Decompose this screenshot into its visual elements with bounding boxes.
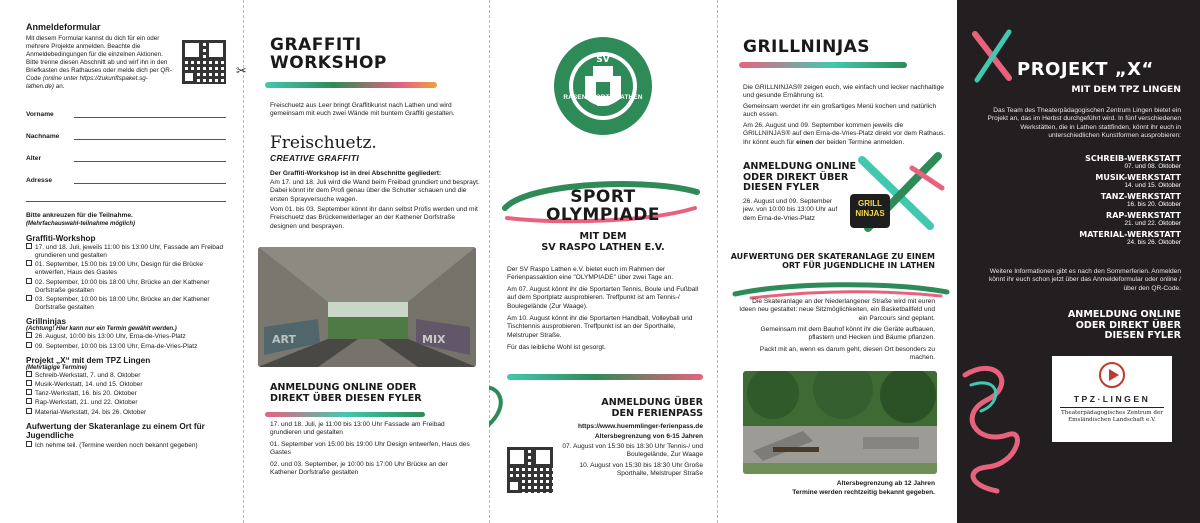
label-alter: Alter (26, 155, 42, 162)
projekt-outro: Weitere Informationen gibt es nach den Sommerferien. Anmelden könnt ihr euch schon jetzt über das Anmeldeformular oder online / über den QR-Code. (988, 268, 1181, 292)
qr-code-icon[interactable] (507, 447, 553, 493)
grill-title: GRILLNINJAS (743, 37, 871, 57)
graffiti-reg-item-3: 02. und 03. September, je 10:00 bis 17:00 Uhr Brücke an der Kathener Dorfstraße gestalten (270, 461, 448, 477)
grill-p1: Die GRILLNINJAS® zeigen euch, wie einfach und lecker nachhaltige und gesunde Ernährung ist. (743, 84, 944, 100)
sport-reg-url[interactable]: https://www.huemmlinger-ferienpass.de (577, 423, 703, 430)
sport-subtitle: MIT DEM SV RASPO LATHEN E.V. (541, 231, 665, 253)
adresse-field-line-2[interactable] (26, 193, 226, 202)
grill-panel (717, 0, 957, 523)
x-doodle (969, 28, 1015, 84)
projekt-reg-title: ANMELDUNG ONLINE ODER DIREKT ÜBER DIESEN FYLER (1067, 309, 1181, 342)
form-checkbox-item[interactable]: 17. und 18. Juli, jeweils 11:00 bis 13:00 Uhr, Fassade am Freibad grundieren und gestalten (26, 243, 227, 260)
skate-p1: Die Skateranlage an der Niederlangener Straße wird mit euren Ideen neu gestaltet: neue Sitzmöglichkeiten, ein Basketballfeld und ein Parcours sind geplant. (739, 298, 935, 322)
projekt-subtitle: MIT DEM TPZ LINGEN (1071, 84, 1181, 95)
form-checkbox-item[interactable]: 26. August, 10:00 bis 13:00 Uhr, Erna-de-Vries-Platz (26, 332, 227, 341)
check-note: (Mehrfachauswahl-teilnahme möglich) (26, 221, 136, 228)
skate-title: AUFWERTUNG DER SKATERANLAGE ZU EINEM ORT FÜR JUGENDLICHE IN LATHEN (730, 252, 935, 271)
tpz-logo (1052, 356, 1172, 442)
projekt-intro: Das Team des Theaterpädagogischen Zentrum Lingen bietet ein Projekt an, das im Herbst durchgeführt wird. In fünf verschiedenen Werkstätten, die in Lathen stattfinden, könnt ihr euch in unterschiedlichen Kunstformen ausprobieren: (987, 107, 1181, 140)
scissors-icon: ✂ (236, 63, 247, 78)
workshop-item: MATERIAL-WERKSTATT 24. bis 26. Oktober (1079, 230, 1181, 246)
brush-stroke (739, 62, 907, 68)
sport-reg-item-2: 10. August von 15:30 bis 18:30 Uhr Große Sporthalle, Melstruper Straße (579, 462, 703, 478)
graffiti-title: GRAFFITI WORKSHOP (270, 35, 387, 73)
freischuetz-logo: Freischuetz. (270, 133, 377, 153)
brush-stroke (265, 412, 425, 417)
form-checkbox-item[interactable]: Tanz-Werkstatt, 16. bis 20. Oktober (26, 389, 227, 398)
form-projekt-title: Projekt „X“ mit dem TPZ Lingen (26, 355, 151, 365)
svg-text:ART: ART (272, 333, 296, 346)
graffiti-reg-title: ANMELDUNG ONLINE ODER DIREKT ÜBER DIESEN FYLER (270, 382, 422, 404)
form-grill-note: (Achtung! Hier kann nur ein Termin gewählt werden.) (26, 326, 177, 333)
projekt-title: PROJEKT „X“ (1017, 59, 1154, 80)
graffiti-panel (243, 0, 489, 523)
form-checkbox-item[interactable]: 01. September, 15:00 bis 19:00 Uhr, Design für die Brücke entwerfen, Haus des Gastes (26, 260, 227, 277)
sport-p1: Der SV Raspo Lathen e.V. bietet euch im Rahmen der Ferienpassaktion eine "OLYMPIADE" über zwei Tage an. (507, 266, 674, 282)
tpz-name: TPZ·LINGEN (1073, 394, 1151, 404)
graffiti-reg-item-1: 17. und 18. Juli, je 11:00 bis 13:00 Uhr Fassade am Freibad grundieren und gestalten (270, 421, 445, 437)
grill-p3: Am 26. August und 09. September kommen jeweils die GRILLNINJAS® auf den Erna-de-Vries-Platz direkt vor dem Rathaus. Ihr könnt euch für einen der beiden Termine anmelden. (743, 122, 946, 146)
form-checkbox-item[interactable]: Material-Werkstatt, 24. bis 26. Oktober (26, 408, 227, 417)
workshop-item: MUSIK-WERKSTATT 14. und 15. Oktober (1095, 173, 1181, 189)
graffiti-steps-b: Vom 01. bis 03. September könnt ihr dann selbst Profis werden und mit Freischuetz das Brückenwiderlager an der Kathener Dorfstraße designen und besprayen. (270, 206, 478, 230)
brush-stroke (265, 82, 437, 88)
sv-raspo-logo (553, 36, 653, 136)
play-triangle-icon (1099, 362, 1125, 388)
check-title: Bitte ankreuzen für die Teilnahme. (26, 212, 133, 219)
sport-reg-title: ANMELDUNG ÜBER DEN FERIENPASS (601, 397, 703, 419)
tpz-full: Theaterpädagogisches Zentrum der Emsländischen Landschaft e.V. (1060, 407, 1164, 423)
label-vorname: Vorname (26, 111, 54, 118)
vorname-field[interactable] (74, 109, 226, 118)
personal-fields (26, 109, 226, 202)
form-checkbox-item[interactable]: Ich nehme teil. (Termine werden noch bekannt gegeben) (26, 441, 227, 450)
sport-title: SPORT OLYMPIADE (545, 187, 661, 225)
form-skate-title: Aufwertung der Skateranlage zu einem Ort für Jugendliche (26, 421, 205, 441)
form-checkbox-item[interactable]: Rap-Werkstatt, 21. und 22. Oktober (26, 398, 227, 407)
skatepark-photo (743, 371, 937, 474)
skate-p2: Gemeinsam mit dem Bauhof könnt ihr die Geräte aufbauen, pflastern und Hecken und Bäume pflanzen. (760, 326, 935, 342)
skate-p3: Packt mit an, wenn es darum geht, diesen Ort besonders zu machen. (759, 346, 935, 362)
form-checkbox-item[interactable]: 03. September, 10:00 bis 18:00 Uhr, Brücke an der Kathener Dorfstraße gestalten (26, 295, 227, 312)
form-checkbox-item[interactable]: 02. September, 10:00 bis 18:00 Uhr, Brücke an der Kathener Dorfstraße gestalten (26, 278, 227, 295)
form-graffiti-title: Graffiti-Workshop (26, 233, 96, 243)
registration-form-panel (0, 0, 243, 523)
sv-logo-text: SV (596, 55, 610, 65)
adresse-field[interactable] (74, 175, 226, 184)
graffiti-intro: Freischuetz aus Leer bringt Graffitikunst nach Lathen und wird gemeinsam mit euch zwei Wände mit buntem Graffiti gestalten. (270, 102, 455, 118)
freischuetz-tagline: CREATIVE GRAFFITI (270, 153, 359, 163)
form-projekt-note: (Mehrtägige Termine) (26, 364, 87, 371)
brush-swoosh (731, 280, 951, 300)
grill-reg-text: 26. August und 09. September jew. von 10:00 bis 13:00 Uhr auf dem Erna-de-Vries-Platz (743, 198, 838, 222)
workshop-item: TANZ-WERKSTATT 16. bis 20. Oktober (1100, 192, 1181, 208)
nachname-field[interactable] (74, 131, 226, 140)
sport-p3: Am 10. August könnt ihr die Sportarten Handball, Volleyball und Tischtennis ausprobieren. Treffpunkt ist an der Sporthalle, Melstruper Straße. (507, 315, 693, 339)
form-checkbox-item[interactable]: Schreib-Werkstatt, 7. und 8. Oktober (26, 371, 227, 380)
sv-logo-ring-text: RASENSPORT · LATHEN E.V. (563, 94, 643, 108)
workshop-list (977, 154, 1181, 249)
workshop-item: SCHREIB-WERKSTATT 07. und 08. Oktober (1085, 154, 1181, 170)
grillninjas-logo: GRILL NINJAS (850, 194, 890, 228)
workshop-item: RAP-WERKSTATT 21. und 22. Oktober (1106, 211, 1181, 227)
graffiti-steps-a: Am 17. und 18. Juli wird die Wand beim Freibad grundiert und besprayt. Dabei könnt ihr dem Profi genau über die Schulter schauen und die ersten Sprayversuche wagen. (270, 179, 480, 203)
sport-p4: Für das leibliche Wohl ist gesorgt. (507, 344, 606, 351)
sport-reg-item-1: 07. August von 15:30 bis 18:30 Uhr Tennis-/ und Boulegelände, Zur Waage (562, 443, 703, 459)
form-title: Anmeldeformular (26, 22, 101, 32)
svg-text:MIX: MIX (422, 333, 446, 346)
form-checkbox-item[interactable]: 09. September, 10:00 bis 13:00 Uhr, Erna-de-Vries-Platz (26, 342, 227, 351)
sport-reg-age: Altersbegrenzung von 6-15 Jahren (594, 433, 703, 440)
alter-field[interactable] (74, 153, 226, 162)
heart-doodle-icon (489, 380, 507, 440)
grill-reg-title: ANMELDUNG ONLINE ODER DIREKT ÜBER DIESEN FYLER (743, 161, 857, 194)
form-grill-title: Grillninjas (26, 317, 67, 327)
brush-stroke (507, 374, 703, 380)
spiral-doodle (957, 355, 1027, 495)
tunnel-photo (258, 247, 476, 367)
qr-code-icon[interactable] (182, 40, 226, 84)
graffiti-steps-title: Der Graffiti-Workshop ist in drei Abschnitte gegliedert: (270, 170, 442, 177)
grill-p2: Gemeinsam werdet ihr ein großartiges Menü kochen und natürlich auch essen. (743, 103, 937, 119)
label-adresse: Adresse (26, 177, 53, 184)
skate-note: Termine werden rechtzeitig bekannt gegeben. (792, 489, 935, 496)
graffiti-reg-item-2: 01. September von 15:00 bis 19:00 Uhr Design entwerfen, Haus des Gastes (270, 441, 470, 457)
sport-panel (489, 0, 717, 523)
form-graffiti-list (26, 243, 227, 313)
projekt-x-panel (957, 0, 1200, 523)
form-intro: Mit diesem Formular kannst du dich für ein oder mehrere Projekte anmelden. Beachte die Anmeldebedingungen für die einzelnen Aktionen. Bitte trenne diesen Abschnitt ab und wirf ihn in den Briefkasten des Rathauses oder melde dich per QR-Code (online unter https://zukunftspaket.sg-lathen.de) an. (26, 35, 172, 90)
form-checkbox-item[interactable]: Musik-Werkstatt, 14. und 15. Oktober (26, 380, 227, 389)
skate-age: Altersbegrenzung ab 12 Jahren (836, 480, 935, 487)
label-nachname: Nachname (26, 133, 60, 140)
sport-p2: Am 07. August könnt ihr die Sportarten Tennis, Boule und Fußball auf dem Sportplatz ausprobieren. Treffpunkt ist am Tennis-/ Boulegelände (Zur Waage). (507, 286, 699, 310)
